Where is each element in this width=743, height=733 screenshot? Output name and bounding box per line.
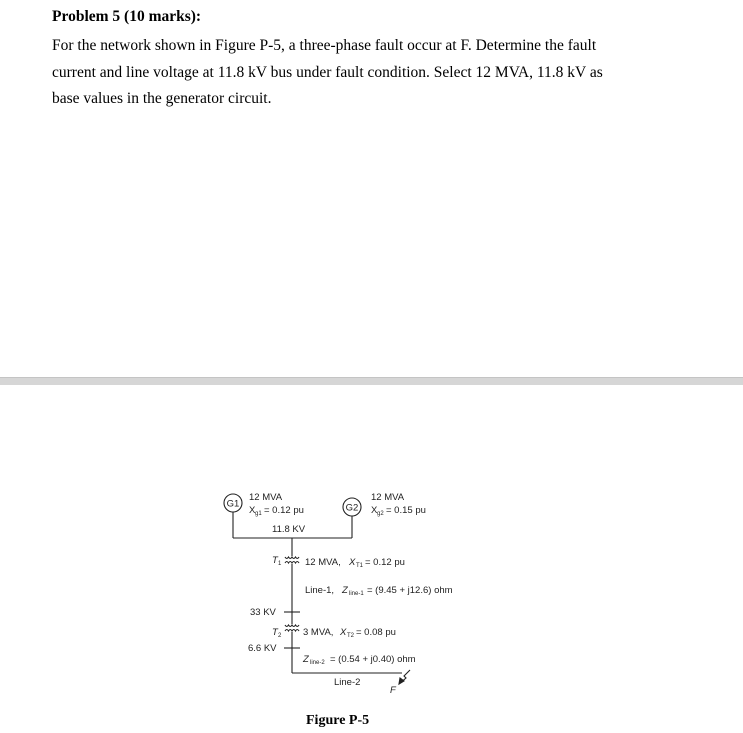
problem-line-1: For the network shown in Figure P-5, a three-phase fault occur at F. Determine the fault [52, 37, 597, 54]
t2-label: T [272, 627, 278, 638]
figure-caption: Figure P-5 [306, 713, 370, 728]
line-2-name: Line-2 [334, 677, 361, 688]
g1-reactance-sub: g1 [255, 511, 262, 517]
bus-11-8kv-label: 11.8 KV [272, 524, 306, 535]
t2-label-sub: 2 [278, 633, 282, 639]
bus-33kv-label: 33 KV [250, 607, 276, 618]
problem-line-2: current and line voltage at 11.8 kV bus under fault condition. Select 12 MVA, 11.8 kV as [52, 63, 603, 81]
line-2-z-value: = (0.54 + j0.40) ohm [330, 654, 416, 665]
g2-symbol: G2 [345, 502, 359, 514]
problem-line-3: base values in the generator circuit. [52, 90, 272, 107]
transformer-t2-icon [285, 625, 299, 631]
t1-label-sub: 1 [278, 561, 282, 567]
g1-symbol: G1 [226, 498, 240, 510]
line-2-z-label: Z [303, 654, 309, 665]
g1-reactance-value: = 0.12 pu [264, 505, 304, 516]
t1-label: T [272, 555, 278, 566]
bus-6-6kv-label: 6.6 KV [248, 643, 277, 654]
t1-rating: 12 MVA, [305, 557, 341, 568]
line-1-z-label: Z [342, 585, 348, 596]
fault-arrow-icon [399, 670, 410, 684]
g2-reactance-value: = 0.15 pu [386, 505, 426, 516]
t1-reactance-label: X [349, 557, 356, 568]
g2-reactance-sub: g2 [377, 511, 384, 517]
t2-reactance-sub: T2 [347, 633, 355, 639]
fault-label: F [390, 685, 396, 696]
t2-reactance-label: X [340, 627, 347, 638]
line-1-name: Line-1, [305, 585, 335, 596]
line-1-z-sub: line-1 [349, 591, 364, 597]
line-2-z-sub: line-2 [310, 660, 325, 666]
g1-reactance-label: X [249, 505, 256, 516]
t2-rating: 3 MVA, [303, 627, 334, 638]
g2-reactance-label: X [371, 505, 378, 516]
t1-reactance-value: = 0.12 pu [365, 557, 405, 568]
g2-rating: 12 MVA [371, 492, 405, 503]
problem-title: Problem 5 (10 marks): [52, 8, 202, 25]
t1-reactance-sub: T1 [356, 563, 364, 569]
line-1-z-value: = (9.45 + j12.6) ohm [367, 585, 453, 596]
t2-reactance-value: = 0.08 pu [356, 627, 396, 638]
transformer-t1-icon [285, 557, 299, 563]
g1-rating: 12 MVA [249, 492, 283, 503]
